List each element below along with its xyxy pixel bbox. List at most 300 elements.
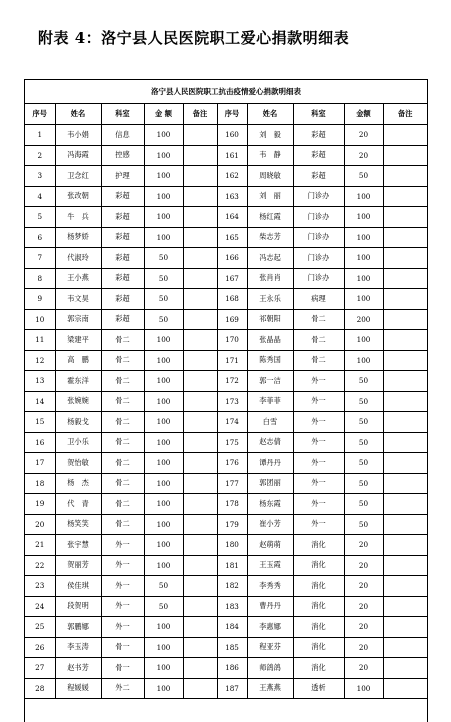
cell-amount-right: 100 bbox=[344, 330, 383, 351]
cell-amount-left: 100 bbox=[144, 371, 183, 392]
cell-name-right: 郭一洁 bbox=[247, 371, 293, 392]
cell-seq-right: 169 bbox=[217, 309, 247, 330]
header-name-right: 姓名 bbox=[247, 104, 293, 125]
cell-dept-left: 彩超 bbox=[101, 289, 144, 310]
cell-note-left bbox=[183, 350, 217, 371]
cell-seq-right: 165 bbox=[217, 227, 247, 248]
table-row bbox=[25, 145, 427, 166]
cell-dept-left: 骨二 bbox=[101, 453, 144, 474]
cell-amount-right: 50 bbox=[344, 166, 383, 187]
cell-name-right: 刘 毅 bbox=[247, 125, 293, 146]
cell-name-right: 韦 静 bbox=[247, 145, 293, 166]
table-row bbox=[25, 432, 427, 453]
cell-dept-right: 骨二 bbox=[293, 330, 344, 351]
cell-seq-left: 24 bbox=[25, 596, 55, 617]
cell-seq-left: 12 bbox=[25, 350, 55, 371]
table-row bbox=[25, 125, 427, 146]
cell-name-right: 李惠娜 bbox=[247, 617, 293, 638]
cell-seq-right: 179 bbox=[217, 514, 247, 535]
document-heading: 附表 4：洛宁县人民医院职工爱心捐款明细表 bbox=[38, 29, 350, 47]
cell-name-left: 程媛媛 bbox=[55, 678, 101, 699]
cell-amount-left: 100 bbox=[144, 678, 183, 699]
cell-name-right: 赵萌萌 bbox=[247, 535, 293, 556]
cell-name-left: 侯佳琪 bbox=[55, 576, 101, 597]
cell-note-right bbox=[383, 330, 427, 351]
table-row bbox=[25, 186, 427, 207]
cell-dept-right: 骨二 bbox=[293, 350, 344, 371]
cell-name-right: 陈秀国 bbox=[247, 350, 293, 371]
cell-amount-right: 50 bbox=[344, 432, 383, 453]
cell-dept-right: 消化 bbox=[293, 617, 344, 638]
cell-dept-left: 外一 bbox=[101, 555, 144, 576]
cell-seq-right: 185 bbox=[217, 637, 247, 658]
cell-note-left bbox=[183, 227, 217, 248]
cell-seq-right: 178 bbox=[217, 494, 247, 515]
cell-seq-left: 5 bbox=[25, 207, 55, 228]
cell-note-right bbox=[383, 637, 427, 658]
table-row bbox=[25, 268, 427, 289]
cell-note-left bbox=[183, 637, 217, 658]
table-row bbox=[25, 473, 427, 494]
cell-amount-left: 100 bbox=[144, 473, 183, 494]
cell-seq-right: 187 bbox=[217, 678, 247, 699]
cell-seq-left: 18 bbox=[25, 473, 55, 494]
cell-seq-right: 173 bbox=[217, 391, 247, 412]
table-row bbox=[25, 166, 427, 187]
cell-name-right: 王永乐 bbox=[247, 289, 293, 310]
cell-amount-right: 20 bbox=[344, 555, 383, 576]
table-row bbox=[25, 248, 427, 269]
cell-seq-right: 183 bbox=[217, 596, 247, 617]
cell-dept-left: 骨二 bbox=[101, 494, 144, 515]
cell-amount-right: 20 bbox=[344, 596, 383, 617]
cell-note-left bbox=[183, 330, 217, 351]
cell-dept-right: 消化 bbox=[293, 596, 344, 617]
header-amount-right: 金额 bbox=[344, 104, 383, 125]
cell-note-left bbox=[183, 596, 217, 617]
cell-name-right: 刘 丽 bbox=[247, 186, 293, 207]
cell-seq-right: 172 bbox=[217, 371, 247, 392]
cell-amount-right: 50 bbox=[344, 391, 383, 412]
table-row bbox=[25, 555, 427, 576]
cell-seq-left: 19 bbox=[25, 494, 55, 515]
table-title: 洛宁县人民医院职工抗击疫情爱心捐款明细表 bbox=[25, 80, 427, 104]
cell-note-right bbox=[383, 289, 427, 310]
cell-amount-right: 100 bbox=[344, 350, 383, 371]
cell-name-right: 杨红霞 bbox=[247, 207, 293, 228]
cell-amount-left: 100 bbox=[144, 535, 183, 556]
cell-seq-left: 25 bbox=[25, 617, 55, 638]
cell-note-right bbox=[383, 309, 427, 330]
cell-amount-right: 50 bbox=[344, 494, 383, 515]
cell-name-left: 郭宗南 bbox=[55, 309, 101, 330]
cell-note-right bbox=[383, 412, 427, 433]
cell-note-left bbox=[183, 514, 217, 535]
cell-note-left bbox=[183, 125, 217, 146]
cell-note-right bbox=[383, 535, 427, 556]
cell-seq-left: 1 bbox=[25, 125, 55, 146]
cell-amount-right: 20 bbox=[344, 576, 383, 597]
cell-dept-left: 骨一 bbox=[101, 658, 144, 679]
cell-dept-left: 骨二 bbox=[101, 391, 144, 412]
cell-amount-left: 100 bbox=[144, 432, 183, 453]
cell-note-right bbox=[383, 596, 427, 617]
cell-dept-right: 外一 bbox=[293, 453, 344, 474]
cell-amount-right: 100 bbox=[344, 186, 383, 207]
cell-note-left bbox=[183, 576, 217, 597]
cell-seq-left: 7 bbox=[25, 248, 55, 269]
cell-seq-right: 174 bbox=[217, 412, 247, 433]
cell-dept-right: 外一 bbox=[293, 473, 344, 494]
cell-note-right bbox=[383, 473, 427, 494]
cell-amount-right: 20 bbox=[344, 617, 383, 638]
cell-name-left: 赵书芳 bbox=[55, 658, 101, 679]
cell-note-left bbox=[183, 248, 217, 269]
cell-note-left bbox=[183, 166, 217, 187]
cell-dept-left: 骨二 bbox=[101, 350, 144, 371]
cell-amount-right: 20 bbox=[344, 145, 383, 166]
cell-dept-left: 骨二 bbox=[101, 371, 144, 392]
cell-amount-left: 100 bbox=[144, 227, 183, 248]
cell-note-right bbox=[383, 617, 427, 638]
cell-dept-left: 外一 bbox=[101, 617, 144, 638]
cell-dept-left: 控感 bbox=[101, 145, 144, 166]
cell-dept-left: 彩超 bbox=[101, 268, 144, 289]
cell-seq-right: 184 bbox=[217, 617, 247, 638]
table-row bbox=[25, 207, 427, 228]
cell-amount-left: 100 bbox=[144, 166, 183, 187]
cell-amount-right: 100 bbox=[344, 289, 383, 310]
cell-seq-right: 160 bbox=[217, 125, 247, 146]
cell-note-left bbox=[183, 289, 217, 310]
cell-note-right bbox=[383, 186, 427, 207]
cell-dept-right: 病理 bbox=[293, 289, 344, 310]
cell-name-right: 郭团丽 bbox=[247, 473, 293, 494]
table-row bbox=[25, 576, 427, 597]
cell-seq-right: 167 bbox=[217, 268, 247, 289]
cell-name-right: 王燕燕 bbox=[247, 678, 293, 699]
cell-name-right: 曹丹丹 bbox=[247, 596, 293, 617]
cell-dept-left: 彩超 bbox=[101, 248, 144, 269]
cell-seq-left: 23 bbox=[25, 576, 55, 597]
cell-seq-right: 168 bbox=[217, 289, 247, 310]
cell-amount-left: 100 bbox=[144, 412, 183, 433]
cell-amount-right: 200 bbox=[344, 309, 383, 330]
cell-amount-left: 50 bbox=[144, 248, 183, 269]
donation-table bbox=[25, 104, 427, 699]
cell-seq-right: 182 bbox=[217, 576, 247, 597]
cell-seq-left: 14 bbox=[25, 391, 55, 412]
cell-seq-left: 4 bbox=[25, 186, 55, 207]
cell-amount-left: 100 bbox=[144, 637, 183, 658]
cell-name-right: 崔小芳 bbox=[247, 514, 293, 535]
cell-name-left: 卫小乐 bbox=[55, 432, 101, 453]
cell-name-left: 郭鹏娜 bbox=[55, 617, 101, 638]
cell-seq-right: 181 bbox=[217, 555, 247, 576]
cell-note-right bbox=[383, 125, 427, 146]
donation-table-frame bbox=[24, 79, 428, 722]
cell-amount-right: 50 bbox=[344, 412, 383, 433]
cell-note-left bbox=[183, 555, 217, 576]
cell-note-right bbox=[383, 576, 427, 597]
cell-amount-left: 100 bbox=[144, 145, 183, 166]
cell-name-left: 霍东洋 bbox=[55, 371, 101, 392]
cell-note-right bbox=[383, 145, 427, 166]
table-row bbox=[25, 309, 427, 330]
cell-dept-right: 门诊办 bbox=[293, 248, 344, 269]
cell-dept-left: 彩超 bbox=[101, 207, 144, 228]
cell-dept-right: 外一 bbox=[293, 514, 344, 535]
cell-seq-right: 170 bbox=[217, 330, 247, 351]
cell-dept-right: 消化 bbox=[293, 576, 344, 597]
cell-dept-left: 骨二 bbox=[101, 330, 144, 351]
cell-note-right bbox=[383, 207, 427, 228]
cell-dept-right: 彩超 bbox=[293, 166, 344, 187]
cell-dept-left: 外一 bbox=[101, 535, 144, 556]
cell-note-right bbox=[383, 453, 427, 474]
cell-note-left bbox=[183, 453, 217, 474]
table-row bbox=[25, 514, 427, 535]
header-row bbox=[25, 104, 427, 125]
cell-name-left: 张婉婉 bbox=[55, 391, 101, 412]
cell-dept-left: 外二 bbox=[101, 678, 144, 699]
cell-dept-right: 彩超 bbox=[293, 145, 344, 166]
cell-note-right bbox=[383, 268, 427, 289]
cell-note-right bbox=[383, 227, 427, 248]
cell-amount-right: 100 bbox=[344, 248, 383, 269]
cell-amount-left: 100 bbox=[144, 391, 183, 412]
cell-amount-right: 50 bbox=[344, 371, 383, 392]
cell-amount-right: 20 bbox=[344, 125, 383, 146]
cell-seq-left: 17 bbox=[25, 453, 55, 474]
cell-note-left bbox=[183, 145, 217, 166]
cell-note-right bbox=[383, 678, 427, 699]
cell-note-right bbox=[383, 391, 427, 412]
cell-amount-left: 100 bbox=[144, 350, 183, 371]
cell-amount-left: 100 bbox=[144, 186, 183, 207]
cell-note-right bbox=[383, 555, 427, 576]
cell-dept-right: 透析 bbox=[293, 678, 344, 699]
cell-amount-right: 100 bbox=[344, 678, 383, 699]
table-row bbox=[25, 678, 427, 699]
cell-note-right bbox=[383, 658, 427, 679]
table-row bbox=[25, 617, 427, 638]
cell-seq-left: 11 bbox=[25, 330, 55, 351]
cell-note-left bbox=[183, 535, 217, 556]
cell-name-left: 代淑玲 bbox=[55, 248, 101, 269]
cell-note-left bbox=[183, 678, 217, 699]
cell-seq-right: 186 bbox=[217, 658, 247, 679]
table-body bbox=[25, 125, 427, 699]
cell-name-right: 周晓敏 bbox=[247, 166, 293, 187]
cell-seq-left: 9 bbox=[25, 289, 55, 310]
table-row bbox=[25, 330, 427, 351]
cell-note-right bbox=[383, 514, 427, 535]
cell-seq-left: 16 bbox=[25, 432, 55, 453]
cell-name-left: 卫念红 bbox=[55, 166, 101, 187]
table-row bbox=[25, 289, 427, 310]
cell-seq-left: 20 bbox=[25, 514, 55, 535]
cell-note-left bbox=[183, 186, 217, 207]
cell-note-left bbox=[183, 371, 217, 392]
cell-name-left: 贺丽芳 bbox=[55, 555, 101, 576]
cell-name-right: 白雪 bbox=[247, 412, 293, 433]
cell-seq-left: 21 bbox=[25, 535, 55, 556]
cell-dept-left: 骨二 bbox=[101, 432, 144, 453]
table-row bbox=[25, 658, 427, 679]
cell-note-right bbox=[383, 248, 427, 269]
cell-amount-right: 100 bbox=[344, 207, 383, 228]
cell-seq-right: 175 bbox=[217, 432, 247, 453]
cell-dept-right: 外一 bbox=[293, 391, 344, 412]
table-row bbox=[25, 596, 427, 617]
cell-amount-left: 100 bbox=[144, 617, 183, 638]
cell-name-right: 冯志起 bbox=[247, 248, 293, 269]
cell-name-right: 王玉霞 bbox=[247, 555, 293, 576]
table-row bbox=[25, 227, 427, 248]
cell-amount-right: 20 bbox=[344, 535, 383, 556]
cell-dept-right: 骨二 bbox=[293, 309, 344, 330]
cell-name-left: 段贺明 bbox=[55, 596, 101, 617]
cell-amount-left: 50 bbox=[144, 596, 183, 617]
header-note-right: 备注 bbox=[383, 104, 427, 125]
header-seq-right: 序号 bbox=[217, 104, 247, 125]
cell-name-left: 韦小娟 bbox=[55, 125, 101, 146]
cell-dept-right: 消化 bbox=[293, 658, 344, 679]
cell-dept-right: 消化 bbox=[293, 637, 344, 658]
cell-name-left: 杨梦娇 bbox=[55, 227, 101, 248]
cell-name-left: 梁建平 bbox=[55, 330, 101, 351]
table-row bbox=[25, 350, 427, 371]
cell-amount-left: 50 bbox=[144, 309, 183, 330]
cell-name-left: 代 青 bbox=[55, 494, 101, 515]
cell-seq-left: 26 bbox=[25, 637, 55, 658]
cell-name-right: 程亚芬 bbox=[247, 637, 293, 658]
cell-dept-left: 彩超 bbox=[101, 227, 144, 248]
cell-seq-left: 10 bbox=[25, 309, 55, 330]
header-seq-left: 序号 bbox=[25, 104, 55, 125]
cell-amount-left: 100 bbox=[144, 453, 183, 474]
table-row bbox=[25, 535, 427, 556]
cell-name-right: 祁朝阳 bbox=[247, 309, 293, 330]
cell-note-left bbox=[183, 268, 217, 289]
cell-name-left: 张宇慧 bbox=[55, 535, 101, 556]
cell-name-right: 张肖肖 bbox=[247, 268, 293, 289]
cell-dept-right: 消化 bbox=[293, 535, 344, 556]
header-name-left: 姓名 bbox=[55, 104, 101, 125]
cell-amount-left: 100 bbox=[144, 125, 183, 146]
cell-name-left: 杨毅戈 bbox=[55, 412, 101, 433]
cell-seq-left: 28 bbox=[25, 678, 55, 699]
cell-amount-left: 100 bbox=[144, 330, 183, 351]
cell-seq-right: 177 bbox=[217, 473, 247, 494]
cell-name-right: 李菲菲 bbox=[247, 391, 293, 412]
cell-amount-right: 50 bbox=[344, 514, 383, 535]
cell-seq-right: 180 bbox=[217, 535, 247, 556]
cell-amount-right: 50 bbox=[344, 453, 383, 474]
cell-dept-right: 门诊办 bbox=[293, 207, 344, 228]
header-dept-left: 科室 bbox=[101, 104, 144, 125]
cell-seq-left: 8 bbox=[25, 268, 55, 289]
cell-amount-left: 100 bbox=[144, 207, 183, 228]
cell-name-left: 李玉涛 bbox=[55, 637, 101, 658]
cell-dept-left: 骨二 bbox=[101, 473, 144, 494]
cell-name-left: 牛 兵 bbox=[55, 207, 101, 228]
header-amount-left: 金 额 bbox=[144, 104, 183, 125]
cell-dept-right: 门诊办 bbox=[293, 268, 344, 289]
cell-dept-right: 门诊办 bbox=[293, 186, 344, 207]
cell-seq-left: 13 bbox=[25, 371, 55, 392]
cell-note-left bbox=[183, 617, 217, 638]
cell-note-left bbox=[183, 207, 217, 228]
table-row bbox=[25, 371, 427, 392]
cell-dept-right: 彩超 bbox=[293, 125, 344, 146]
header-dept-right: 科室 bbox=[293, 104, 344, 125]
cell-dept-right: 门诊办 bbox=[293, 227, 344, 248]
cell-note-left bbox=[183, 309, 217, 330]
cell-name-left: 贺怡敏 bbox=[55, 453, 101, 474]
cell-dept-right: 外一 bbox=[293, 432, 344, 453]
cell-amount-left: 50 bbox=[144, 289, 183, 310]
cell-amount-right: 100 bbox=[344, 227, 383, 248]
cell-note-right bbox=[383, 350, 427, 371]
cell-note-left bbox=[183, 391, 217, 412]
cell-seq-left: 22 bbox=[25, 555, 55, 576]
cell-amount-right: 20 bbox=[344, 658, 383, 679]
cell-seq-left: 27 bbox=[25, 658, 55, 679]
cell-note-right bbox=[383, 432, 427, 453]
cell-name-right: 柴志芳 bbox=[247, 227, 293, 248]
cell-seq-right: 176 bbox=[217, 453, 247, 474]
cell-seq-left: 2 bbox=[25, 145, 55, 166]
table-row bbox=[25, 412, 427, 433]
cell-dept-left: 骨一 bbox=[101, 637, 144, 658]
cell-amount-left: 50 bbox=[144, 268, 183, 289]
table-row bbox=[25, 391, 427, 412]
cell-name-left: 杨 杰 bbox=[55, 473, 101, 494]
cell-seq-right: 163 bbox=[217, 186, 247, 207]
cell-note-left bbox=[183, 658, 217, 679]
cell-dept-left: 彩超 bbox=[101, 186, 144, 207]
cell-seq-left: 15 bbox=[25, 412, 55, 433]
cell-note-left bbox=[183, 432, 217, 453]
cell-name-right: 师鸽鸽 bbox=[247, 658, 293, 679]
cell-seq-right: 171 bbox=[217, 350, 247, 371]
cell-dept-right: 外一 bbox=[293, 494, 344, 515]
cell-note-right bbox=[383, 166, 427, 187]
cell-amount-right: 100 bbox=[344, 268, 383, 289]
cell-name-right: 赵志倩 bbox=[247, 432, 293, 453]
header-note-left: 备注 bbox=[183, 104, 217, 125]
cell-amount-left: 100 bbox=[144, 555, 183, 576]
cell-name-left: 张改朝 bbox=[55, 186, 101, 207]
cell-seq-right: 161 bbox=[217, 145, 247, 166]
cell-dept-left: 外一 bbox=[101, 576, 144, 597]
cell-name-left: 冯海霞 bbox=[55, 145, 101, 166]
cell-dept-left: 外一 bbox=[101, 596, 144, 617]
cell-seq-right: 166 bbox=[217, 248, 247, 269]
cell-name-left: 韦文昊 bbox=[55, 289, 101, 310]
cell-dept-right: 外一 bbox=[293, 412, 344, 433]
cell-name-left: 高 鹏 bbox=[55, 350, 101, 371]
cell-dept-left: 护理 bbox=[101, 166, 144, 187]
cell-dept-left: 信息 bbox=[101, 125, 144, 146]
cell-name-right: 谭丹丹 bbox=[247, 453, 293, 474]
cell-seq-right: 162 bbox=[217, 166, 247, 187]
cell-note-left bbox=[183, 473, 217, 494]
cell-name-left: 王小燕 bbox=[55, 268, 101, 289]
cell-seq-left: 6 bbox=[25, 227, 55, 248]
